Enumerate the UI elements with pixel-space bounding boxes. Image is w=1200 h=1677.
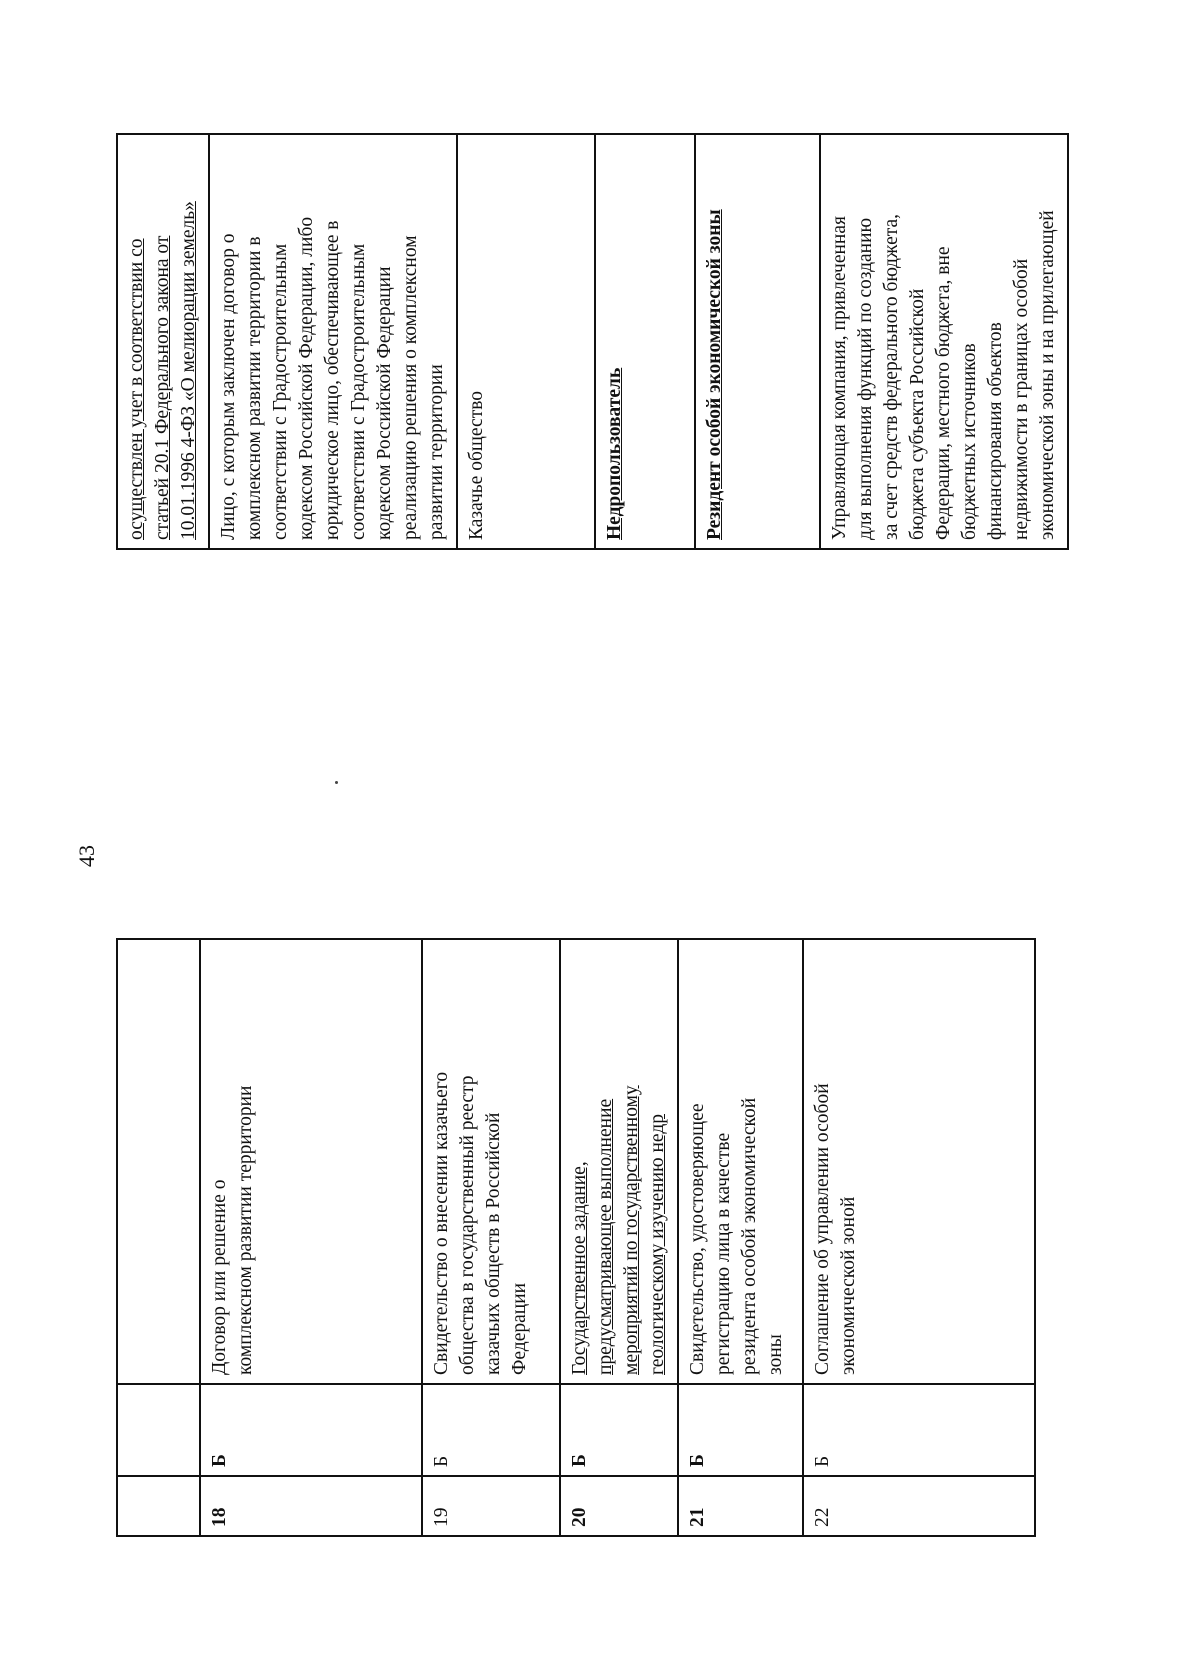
right-table (116, 133, 1069, 550)
table-row (820, 134, 1068, 549)
row-description: Казачье общество (457, 134, 595, 549)
row-category: Б (678, 1384, 803, 1476)
table-row (803, 939, 1035, 1536)
row-document (117, 939, 200, 1384)
table-row (678, 939, 803, 1536)
row-number (117, 1476, 200, 1536)
table-row (117, 134, 209, 549)
row-number: 18 (200, 1476, 422, 1536)
row-category: Б (200, 1384, 422, 1476)
table-row (560, 939, 678, 1536)
row-category: Б (560, 1384, 678, 1476)
row-number: 21 (678, 1476, 803, 1536)
table-row (117, 939, 200, 1536)
row-document: Свидетельство, удостоверяющее регистрацию лица в качестве резидента особой экономической зоны (678, 939, 803, 1384)
row-description: Управляющая компания, привлеченная для выполнения функций по созданию за счет средств федерального бюджета, бюджета субъекта Российской Федерации, местного бюджета, вне бюджетных источников финансирования объектов недвижимости в границах особой экономической зоны и на прилегающей (820, 134, 1068, 549)
row-description: Лицо, с которым заключен договор о комплексном развитии территории в соответствии с Градостроительным кодексом Российской Федерации, либо юридическое лицо, обеспечивающее в соответствии с Градостроительным кодексом Российской Федерации реализацию решения о комплексном развитии территории (209, 134, 457, 549)
scan-speck (335, 781, 338, 784)
row-number: 22 (803, 1476, 1035, 1536)
row-number: 20 (560, 1476, 678, 1536)
table-row (457, 134, 595, 549)
row-description: Резидент особой экономической зоны (695, 134, 820, 549)
table-row (422, 939, 560, 1536)
row-category: Б (803, 1384, 1035, 1476)
row-document: Соглашение об управлении особой экономической зоной (803, 939, 1035, 1384)
row-description: осуществлен учет в соответствии со статьей 20.1 Федерального закона от 10.01.1996 4-ФЗ «О мелиорации земель» (117, 134, 209, 549)
row-category: Б (422, 1384, 560, 1476)
table-row (209, 134, 457, 549)
page-number: 43 (74, 845, 99, 867)
row-description: Недропользователь (595, 134, 695, 549)
table-row (200, 939, 422, 1536)
left-table (116, 938, 1036, 1537)
row-document: Договор или решение о комплексном развитии территории (200, 939, 422, 1384)
row-category (117, 1384, 200, 1476)
table-row (695, 134, 820, 549)
row-document: Государственное задание, предусматривающее выполнение мероприятий по государственному геологическому изучению недр (560, 939, 678, 1384)
table-row (595, 134, 695, 549)
row-document: Свидетельство о внесении казачьего общества в государственный реестр казачьих обществ в Российской Федерации (422, 939, 560, 1384)
row-number: 19 (422, 1476, 560, 1536)
